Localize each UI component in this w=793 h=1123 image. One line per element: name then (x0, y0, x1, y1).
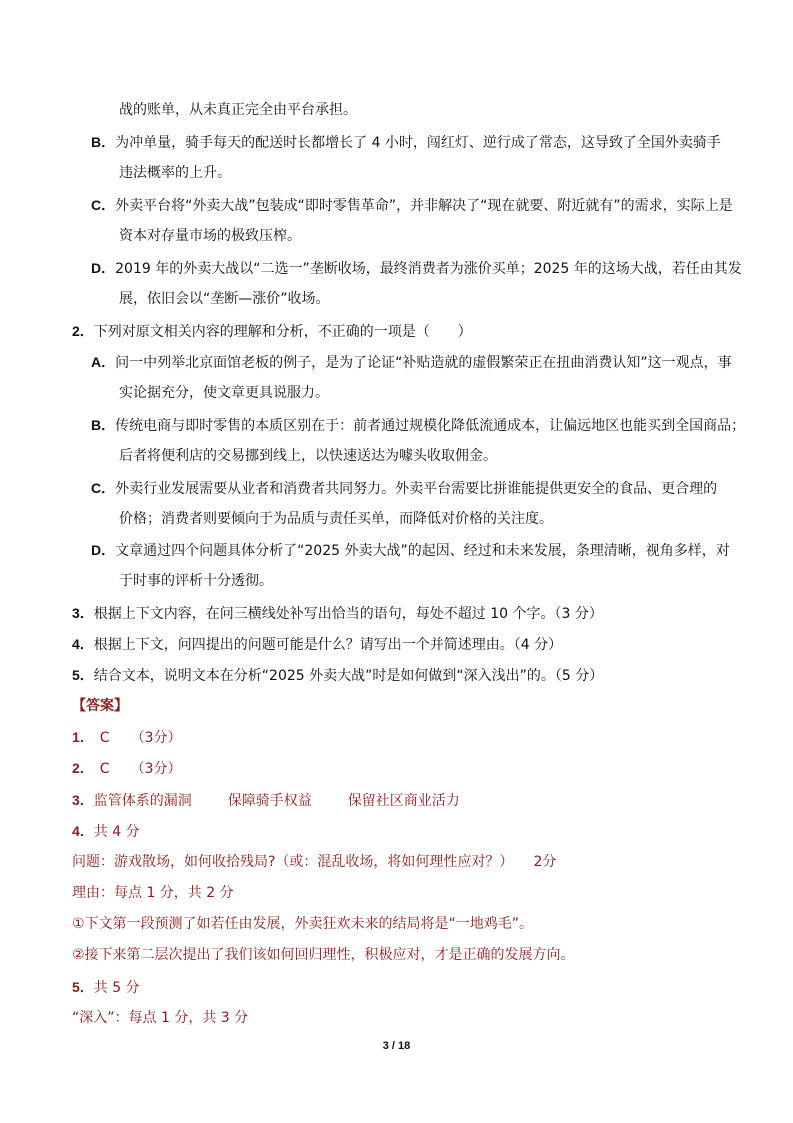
question-number: 2． (72, 323, 94, 339)
answer-number: 5． (72, 979, 94, 995)
answer-4-reason: 理由：每点 1 分，共 2 分 (72, 885, 234, 901)
answer-phrase-2: 保障骑手权益 (227, 793, 312, 809)
answer-4-question (72, 852, 556, 872)
q2-option-a (91, 352, 732, 373)
answer-text: 共 5 分 (93, 980, 140, 996)
question-number: 5． (72, 667, 94, 683)
q2-option-d (91, 540, 730, 561)
answer-text: C （3分） (99, 730, 182, 746)
q2-option-d-cont: 于时事的评析十分透彻。 (119, 573, 273, 589)
option-label: C． (91, 197, 116, 213)
option-text: 文章通过四个问题具体分析了“2025 外卖大战”的起因、经过和未来发展，条理清晰，视角多样，对 (115, 543, 730, 559)
option-label: D． (91, 542, 116, 558)
option-text: 传统电商与即时零售的本质区别在于：前者通过规模化降低流通成本，让偏远地区也能买到全国商品； (115, 418, 746, 434)
option-label: C． (91, 480, 116, 496)
q1-option-c-cont: 资本对存量市场的极致压榨。 (119, 228, 301, 244)
answer-5-sub: “深入”：每点 1 分，共 3 分 (72, 1010, 249, 1026)
answers-heading: 【答案】 (72, 698, 128, 714)
q1-option-b (91, 132, 721, 153)
option-text: 为冲单量，骑手每天的配送时长都增长了 4 小时，闯红灯、逆行成了常态，这导致了全国外卖骑手 (115, 135, 721, 151)
answer-text: C （3分） (99, 761, 182, 777)
answer-1 (72, 727, 181, 748)
q1-option-a-cont: 战的账单，从未真正完全由平台承担。 (119, 102, 357, 118)
option-text: 外卖平台将“外卖大战”包装成“即时零售革命”，并非解决了“现在就要、附近就有”的需求，实际上是 (115, 198, 733, 214)
option-text: 2019 年的外卖大战以“二选一”垄断收场，最终消费者为涨价买单；2025 年的这场大战，若任由其发 (115, 261, 742, 277)
q4 (72, 634, 562, 655)
answer-5 (72, 977, 140, 998)
answer-4-reason-2: ②接下来第二层次提出了我们该如何回归理性，积极应对，才是正确的发展方向。 (72, 947, 575, 963)
question-text: 下列对原文相关内容的理解和分析，不正确的一项是（ ） (93, 324, 472, 340)
answer-text: 共 4 分 (93, 824, 140, 840)
answer-number: 4． (72, 823, 94, 839)
answer-phrase-1: 监管体系的漏洞 (93, 793, 192, 809)
option-text: 外卖行业发展需要从业者和消费者共同努力。外卖平台需要比拼谁能提供更安全的食品、更合理的 (115, 481, 718, 497)
answer-score: 2分 (533, 854, 557, 870)
q5 (72, 665, 603, 686)
q3 (72, 603, 603, 624)
page-number: 3 / 18 (382, 1040, 411, 1052)
q1-option-d-cont: 展，依旧会以“垄断—涨价”收场。 (119, 291, 330, 307)
q2-option-b (91, 415, 745, 436)
answer-number: 1． (72, 729, 94, 745)
answer-4 (72, 821, 140, 842)
q2-option-c-cont: 价格；消费者则要倾向于为品质与责任买单，而降低对价格的关注度。 (119, 511, 553, 527)
q2-option-c (91, 478, 717, 499)
question-number: 4． (72, 636, 94, 652)
option-text: 问一中列举北京面馆老板的例子，是为了论证“补贴造就的虚假繁荣正在扭曲消费认知”这一观点，事 (115, 355, 732, 371)
option-label: A． (91, 354, 116, 370)
option-label: D． (91, 260, 116, 276)
question-text: 结合文本，说明文本在分析“2025 外卖大战”时是如何做到“深入浅出”的。（5 分） (93, 668, 604, 684)
question-text: 根据上下文内容，在问三横线处补写出恰当的语句，每处不超过 10 个字。（3 分） (93, 606, 603, 622)
question-text: 根据上下文，问四提出的问题可能是什么？请写出一个并简述理由。（4 分） (93, 637, 563, 653)
q1-option-c (91, 195, 733, 216)
answer-number: 3． (72, 792, 94, 808)
answer-phrase-3: 保留社区商业活力 (347, 793, 460, 809)
answer-4-reason-1: ①下文第一段预测了如若任由发展，外卖狂欢未来的结局将是“一地鸡毛”。 (72, 916, 534, 932)
answer-2 (72, 758, 181, 779)
option-label: B． (91, 134, 116, 150)
q2-option-a-cont: 实论据充分，使文章更具说服力。 (119, 385, 329, 401)
answer-3 (72, 790, 460, 811)
q1-option-b-cont: 违法概率的上升。 (119, 165, 231, 181)
q1-option-d (91, 258, 742, 279)
option-label: B． (91, 417, 116, 433)
question-number: 3． (72, 605, 94, 621)
q2-option-b-cont: 后者将便利店的交易挪到线上，以快速送达为噱头收取佣金。 (119, 448, 497, 464)
answer-text: 问题：游戏散场，如何收拾残局?（或：混乱收场，将如何理性应对？） (72, 854, 514, 870)
q2-stem (72, 321, 472, 342)
answer-number: 2． (72, 760, 94, 776)
